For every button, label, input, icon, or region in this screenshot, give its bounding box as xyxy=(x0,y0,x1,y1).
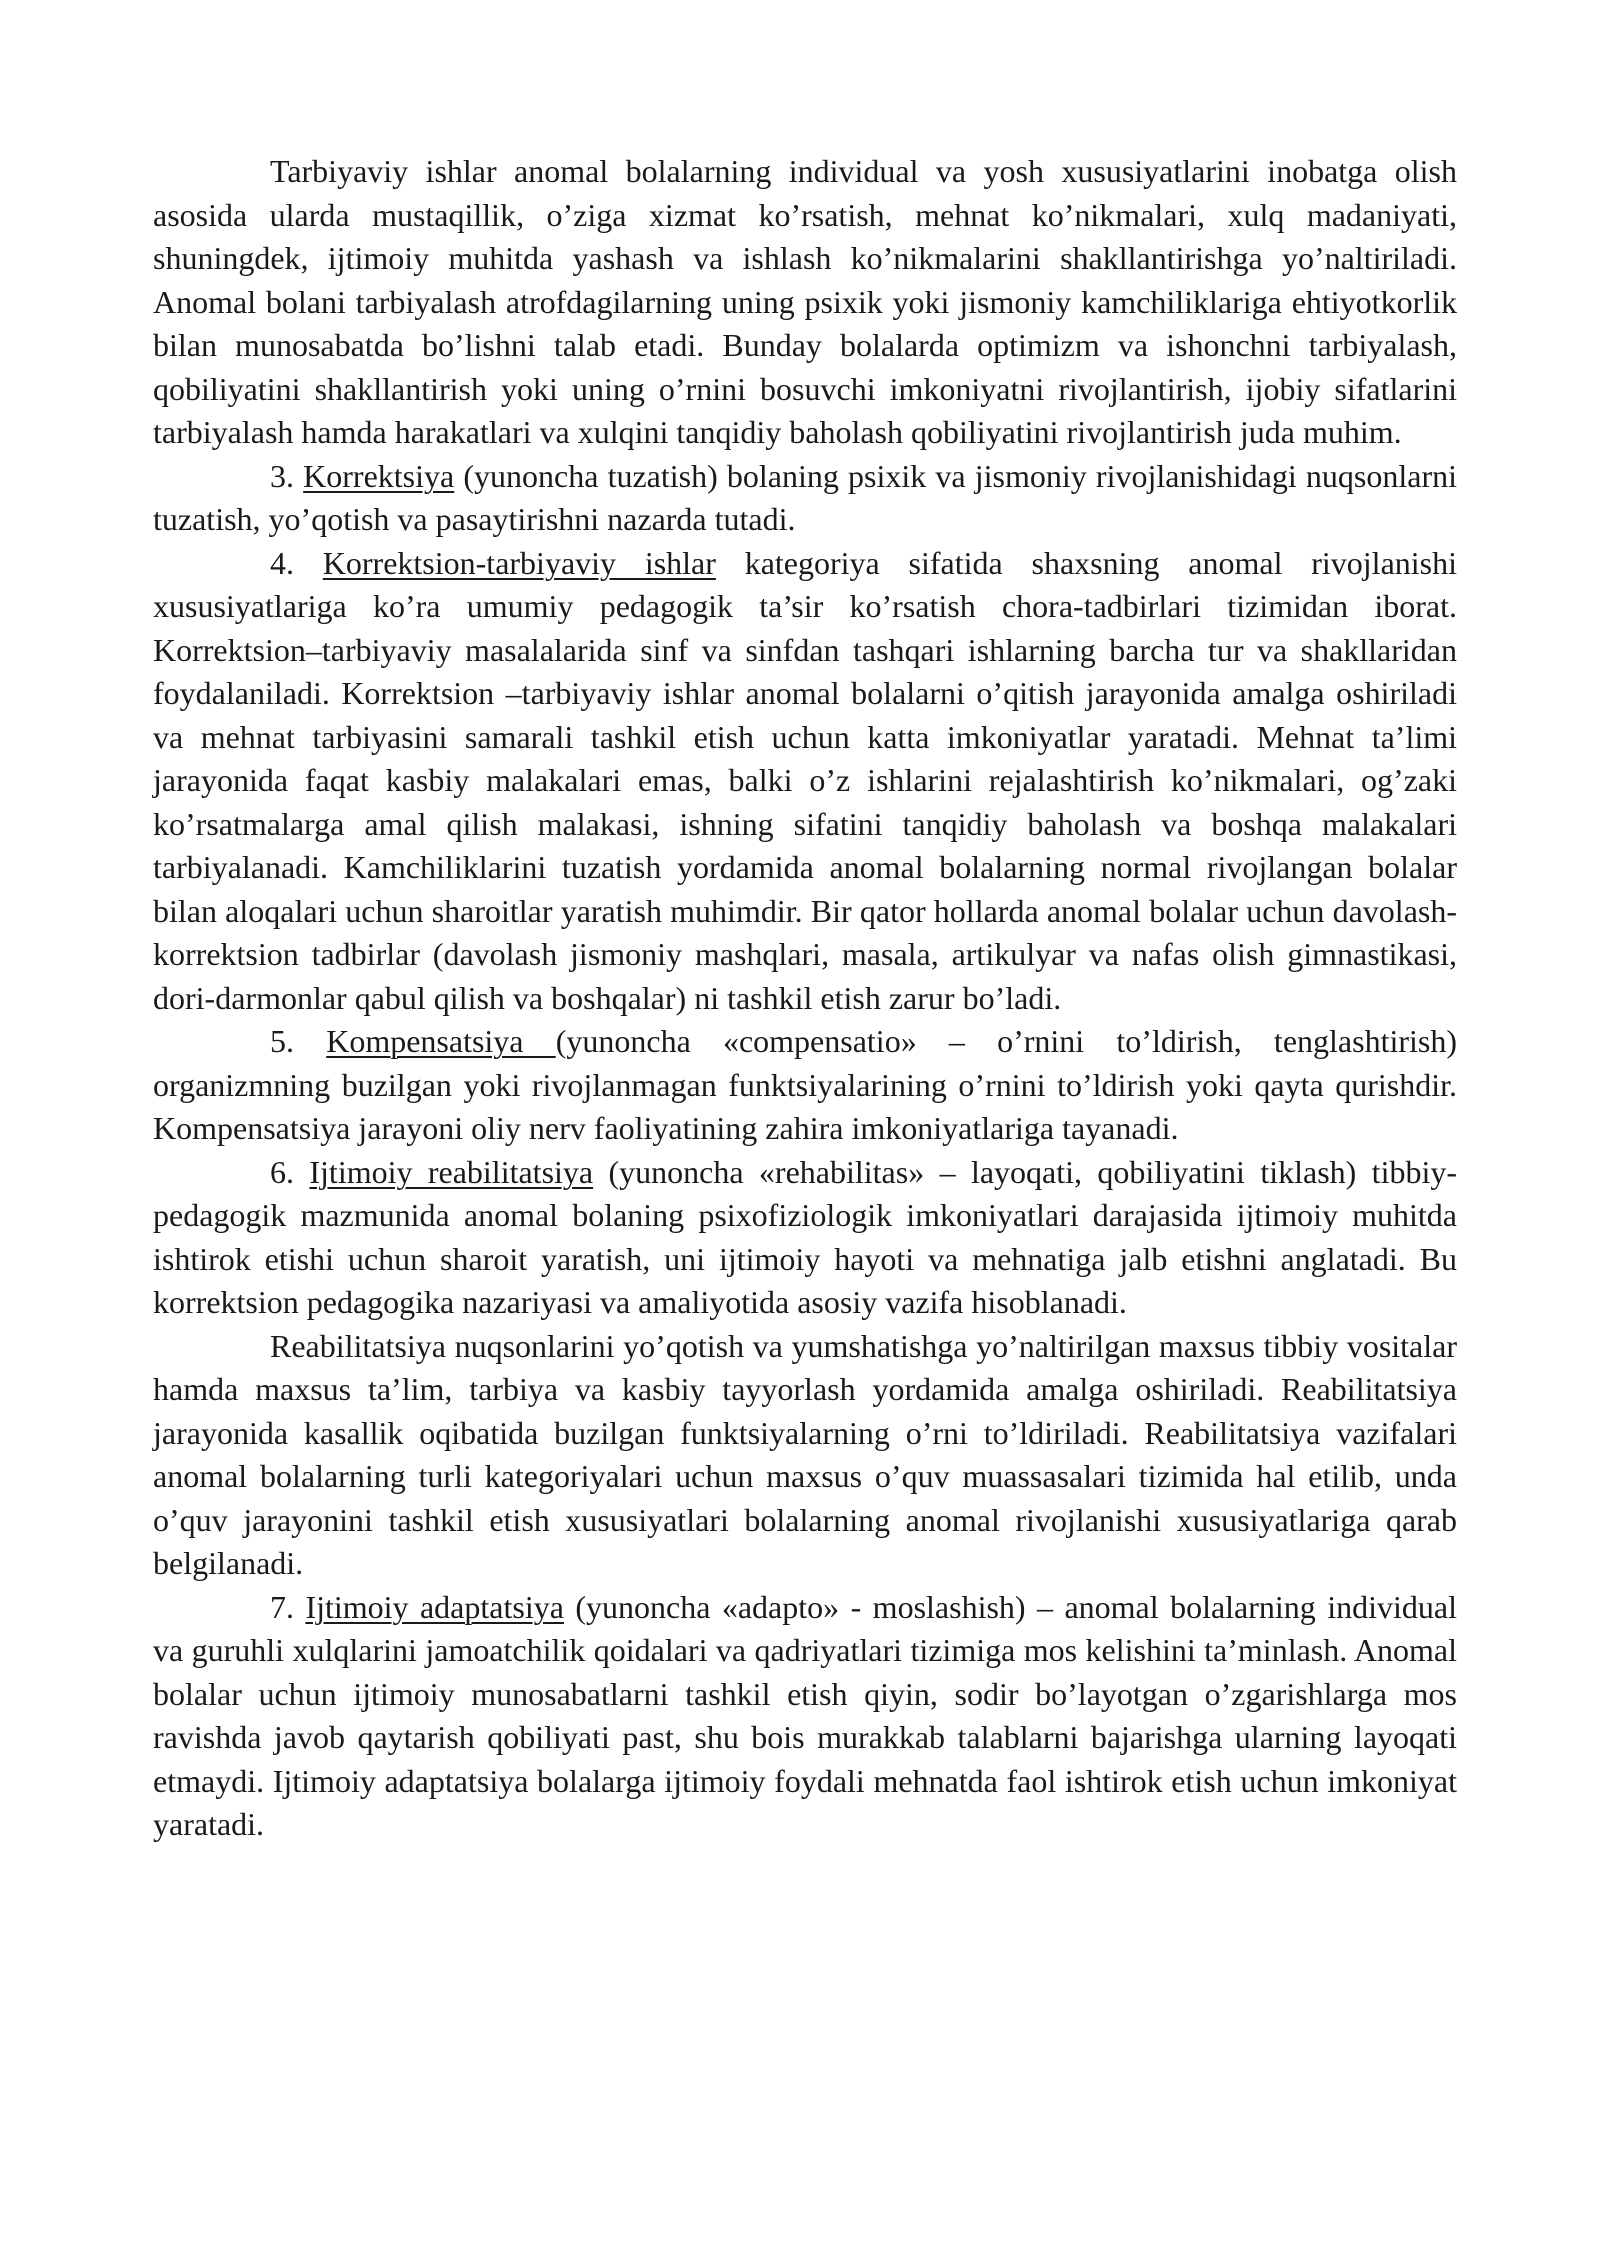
paragraph-text: Tarbiyaviy ishlar anomal bolalarning individual va yosh xususiyatlarini inobatga olish asosida ularda mustaqillik, o’ziga xizmat ko’rsatish, mehnat ko’nikmalari, xulq madaniyati, shuningdek, ijtimoiy muhitda yashash va ishlash ko’nikmalarini shakllantirishga yo’naltiriladi. Anomal bolani tarbiyalash atrofdagilarning uning psixik yoki jismoniy kamchiliklariga ehtiyotkorlik bilan munosabatda bo’lishni talab etadi. Bunday bolalarda optimizm va ishonchni tarbiyalash, qobiliyatini shakllantirish yoki uning o’rnini bosuvchi imkoniyatni rivojlantirish, ijobiy sifatlarini tarbiyalash hamda harakatlari va xulqini tanqidiy baholash qobiliyatini rivojlantirish juda muhim. xyxy=(153,153,1457,450)
paragraph-text: (yunoncha tuzatish) bolaning psixik va jismoniy rivojlanishidagi nuqsonlarni tuzatish, yo’qotish va pasaytirishni nazarda tutadi. xyxy=(153,457,1458,537)
document-page xyxy=(153,150,1457,1847)
paragraph-kompensatsiya xyxy=(153,1020,1457,1151)
term-ijtimoiy-adaptatsiya: Ijtimoiy adaptatsiya xyxy=(305,1588,564,1625)
paragraph-korrektsion-tarbiyaviy xyxy=(153,542,1457,1021)
item-number: 6. xyxy=(270,1153,310,1190)
item-number: 5. xyxy=(270,1023,327,1059)
paragraph-ijtimoiy-reabilitatsiya xyxy=(153,1151,1457,1325)
item-number: 7. xyxy=(270,1588,306,1625)
paragraph-text: (yunoncha «rehabilitas» – layoqati, qobiliyatini tiklash) tibbiy-pedagogik mazmunida anomal bolaning psixofiziologik imkoniyatlari darajasida ijtimoiy muhitda ishtirok etishi uchun sharoit yaratish, uni ijtimoiy hayoti va mehnatiga jalb etishni anglatadi. Bu korrektsion pedagogika nazariyasi va amaliyotida asosiy vazifa hisoblanadi. xyxy=(153,1153,1458,1320)
paragraph-text: kategoriya sifatida shaxsning anomal rivojlanishi xususiyatlariga ko’ra umumiy pedagogik ta’sir ko’rsatish chora-tadbirlari tizimidan iborat. Korrektsion–tarbiyaviy masalalarida sinf va sinfdan tashqari ishlarning barcha tur va shakllaridan foydalaniladi. Korrektsion –tarbiyaviy ishlar anomal bolalarni o’qitish jarayonida amalga oshiriladi va mehnat tarbiyasini samarali tashkil etish uchun katta imkoniyatlar yaratadi. Mehnat ta’limi jarayonida faqat kasbiy malakalari emas, balki o’z ishlarini rejalashtirish ko’nikmalari, og’zaki ko’rsatmalarga amal qilish malakasi, ishning sifatini tanqidiy baholash va boshqa malakalari tarbiyalanadi. Kamchiliklarini tuzatish yordamida anomal bolalarning normal rivojlangan bolalar bilan aloqalari uchun sharoitlar yaratish muhimdir. Bir qator hollarda anomal bolalar uchun davolash-korrektsion tadbirlar (davolash jismoniy mashqlari, masala, artikulyar va nafas olish gimnastikasi, dori-darmonlar qabul qilish va boshqalar) ni tashkil etish zarur bo’ladi. xyxy=(153,544,1457,1016)
paragraph-tarbiyaviy-ishlar xyxy=(153,150,1457,455)
term-korrektsiya: Korrektsiya xyxy=(303,457,455,494)
term-korrektsion-tarbiyaviy-ishlar: Korrektsion-tarbiyaviy ishlar xyxy=(322,544,716,581)
paragraph-text: (yunoncha «adapto» - moslashish) – anomal bolalarning individual va guruhli xulqlarini jamoatchilik qoidalari va qadriyatlari tizimiga mos kelishini ta’minlash. Anomal bolalar uchun ijtimoiy munosabatlarni tashkil etish qiyin, sodir bo’layotgan o’zgarishlarga mos ravishda javob qaytarish qobiliyati past, shu bois murakkab talablarni bajarishga ularning layoqati etmaydi. Ijtimoiy adaptatsiya bolalarga ijtimoiy foydali mehnatda faol ishtirok etish uchun imkoniyat yaratadi. xyxy=(153,1588,1458,1842)
term-ijtimoiy-reabilitatsiya: Ijtimoiy reabilitatsiya xyxy=(309,1153,594,1190)
paragraph-ijtimoiy-adaptatsiya xyxy=(153,1586,1457,1847)
item-number: 3. xyxy=(270,457,304,494)
term-kompensatsiya: Kompensatsiya xyxy=(326,1023,556,1059)
item-number: 4. xyxy=(270,544,323,581)
paragraph-text: (yunoncha «compensatio» – o’rnini to’ldirish, tenglashtirish) organizmning buzilgan yoki rivojlanmagan funktsiyalarining o’rnini to’ldirish yoki qayta qurishdir. Kompensatsiya jarayoni oliy nerv faoliyatining zahira imkoniyatlariga tayanadi. xyxy=(153,1023,1458,1146)
paragraph-text: Reabilitatsiya nuqsonlarini yo’qotish va yumshatishga yo’naltirilgan maxsus tibbiy vositalar hamda maxsus ta’lim, tarbiya va kasbiy tayyorlash yordamida amalga oshiriladi. Reabilitatsiya jarayonida kasallik oqibatida buzilgan funktsiyalarning o’rni to’ldiriladi. Reabilitatsiya vazifalari anomal bolalarning turli kategoriyalari uchun maxsus o’quv muassasalari tizimida hal etilib, unda o’quv jarayonini tashkil etish xususiyatlari bolalarning anomal rivojlanishi xususiyatlariga qarab belgilanadi. xyxy=(153,1327,1457,1581)
paragraph-reabilitatsiya xyxy=(153,1325,1457,1586)
paragraph-korrektsiya xyxy=(153,455,1457,542)
